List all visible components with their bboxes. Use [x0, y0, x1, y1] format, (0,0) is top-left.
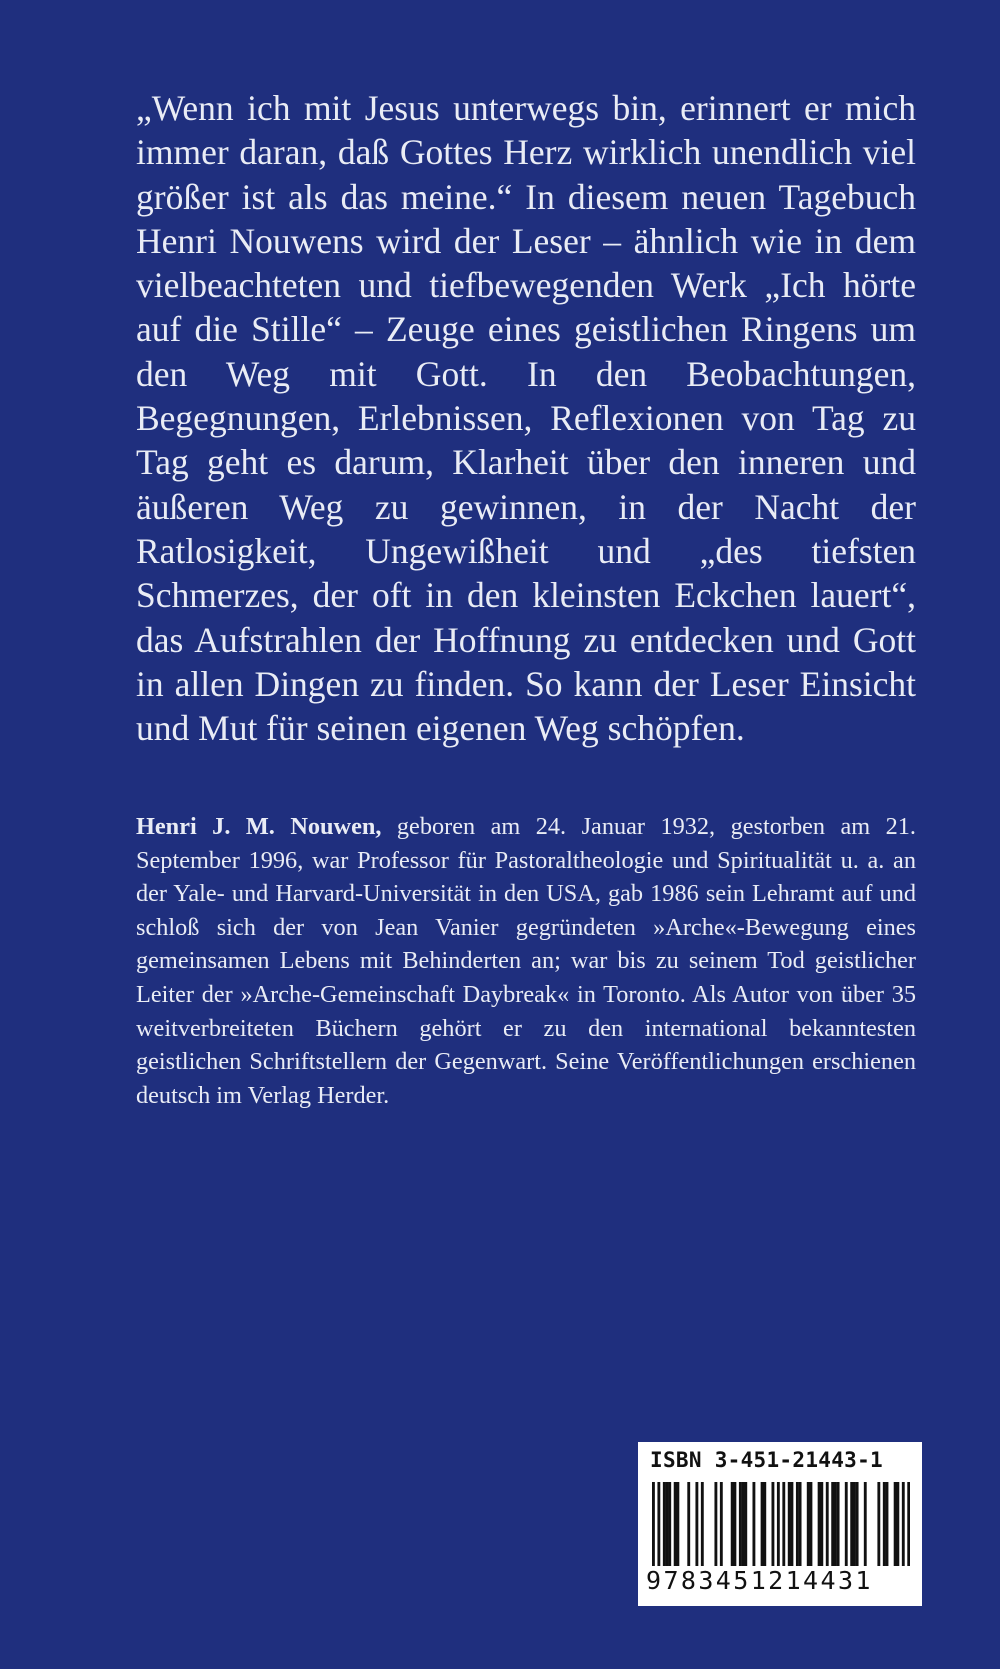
barcode-bar: [695, 1482, 698, 1566]
barcode-bar: [674, 1482, 677, 1566]
barcode-bar: [886, 1482, 889, 1566]
barcode-bar: [796, 1482, 799, 1566]
barcode-bar: [831, 1482, 834, 1566]
barcode-bar: [744, 1482, 747, 1566]
barcode-bar: [733, 1482, 736, 1566]
barcode-bar: [731, 1482, 734, 1566]
barcode-bars: [652, 1482, 910, 1566]
barcode-bar: [799, 1482, 802, 1566]
barcode-bar: [761, 1482, 764, 1566]
barcode-bar: [894, 1482, 897, 1566]
barcode-bar: [714, 1482, 717, 1566]
barcode-bar: [676, 1482, 679, 1566]
barcode-bar: [856, 1482, 859, 1566]
barcode-bar: [834, 1482, 837, 1566]
author-bio-text: geboren am 24. Januar 1932, gestorben am 21. September 1996, war Professor für Pastoraltheologie und Spiritualität u. a. an der Yale- und Harvard-Universität in den USA, gab 1986 sein Lehramt auf und schloß sich der von Jean Vanier gegründeten »Arche«-Bewegung eines gemeinsamen Lebens mit Behinderten an; war bis zu seinem Tod geistlicher Leiter der »Arche-Gemeinschaft Daybreak« in Toronto. Als Autor von über 35 weitverbreiteten Büchern gehört er zu den international bekanntesten geistlichen Schriftstellern der Gegenwart. Seine Veröffentlichungen erschienen deutsch im Verlag Herder.: [136, 813, 916, 1109]
barcode-bar: [742, 1482, 745, 1566]
barcode-bar: [657, 1482, 660, 1566]
barcode-bar: [807, 1482, 810, 1566]
barcode-bar: [845, 1482, 848, 1566]
barcode-label: [638, 1442, 922, 1606]
author-name: Henri J. M. Nouwen,: [136, 813, 382, 840]
barcode-bar: [818, 1482, 821, 1566]
barcode-bar: [752, 1482, 755, 1566]
barcode-bar: [788, 1482, 791, 1566]
author-bio: [136, 810, 916, 1112]
barcode-bar: [668, 1482, 671, 1566]
barcode-bar: [820, 1482, 823, 1566]
barcode-bar: [687, 1482, 690, 1566]
barcode-bar: [652, 1482, 655, 1566]
barcode-bar: [777, 1482, 780, 1566]
barcode-bar: [826, 1482, 829, 1566]
barcode-bar: [883, 1482, 886, 1566]
barcode-bar: [791, 1482, 794, 1566]
barcode-bar: [810, 1482, 813, 1566]
barcode-bar: [663, 1482, 666, 1566]
barcode-bar: [877, 1482, 880, 1566]
barcode-bar: [782, 1482, 785, 1566]
barcode-bar: [896, 1482, 899, 1566]
ean-number: 9783451214431: [646, 1566, 873, 1595]
isbn-number: ISBN 3-451-21443-1: [650, 1448, 883, 1472]
barcode-bar: [701, 1482, 704, 1566]
barcode-bar: [720, 1482, 723, 1566]
barcode-bar: [739, 1482, 742, 1566]
barcode-bar: [763, 1482, 766, 1566]
barcode-bar: [864, 1482, 867, 1566]
barcode-bar: [853, 1482, 856, 1566]
barcode-bar: [771, 1482, 774, 1566]
barcode-bar: [850, 1482, 853, 1566]
barcode-bar: [666, 1482, 669, 1566]
barcode-bar: [907, 1482, 910, 1566]
barcode-bar: [837, 1482, 840, 1566]
blurb-text: „Wenn ich mit Jesus unterwegs bin, erinnert er mich immer daran, daß Gottes Herz wirklich unendlich viel größer ist als das meine.“ In diesem neuen Tagebuch Henri Nouwens wird der Leser – ähnlich wie in dem vielbeachteten und tiefbewegenden Werk „Ich hörte auf die Stille“ – Zeuge eines geistlichen Ringens um den Weg mit Gott. In den Beobachtungen, Begegnungen, Erlebnissen, Reflexionen von Tag zu Tag geht es darum, Klarheit über den inneren und äußeren Weg zu gewinnen, in der Nacht der Ratlosigkeit, Ungewißheit und „des tiefsten Schmerzes, der oft in den kleinsten Eckchen lauert“, das Aufstrahlen der Hoffnung zu entdecken und Gott in allen Dingen zu finden. So kann der Leser Einsicht und Mut für seinen eigenen Weg schöpfen.: [136, 88, 916, 749]
barcode-bar: [902, 1482, 905, 1566]
